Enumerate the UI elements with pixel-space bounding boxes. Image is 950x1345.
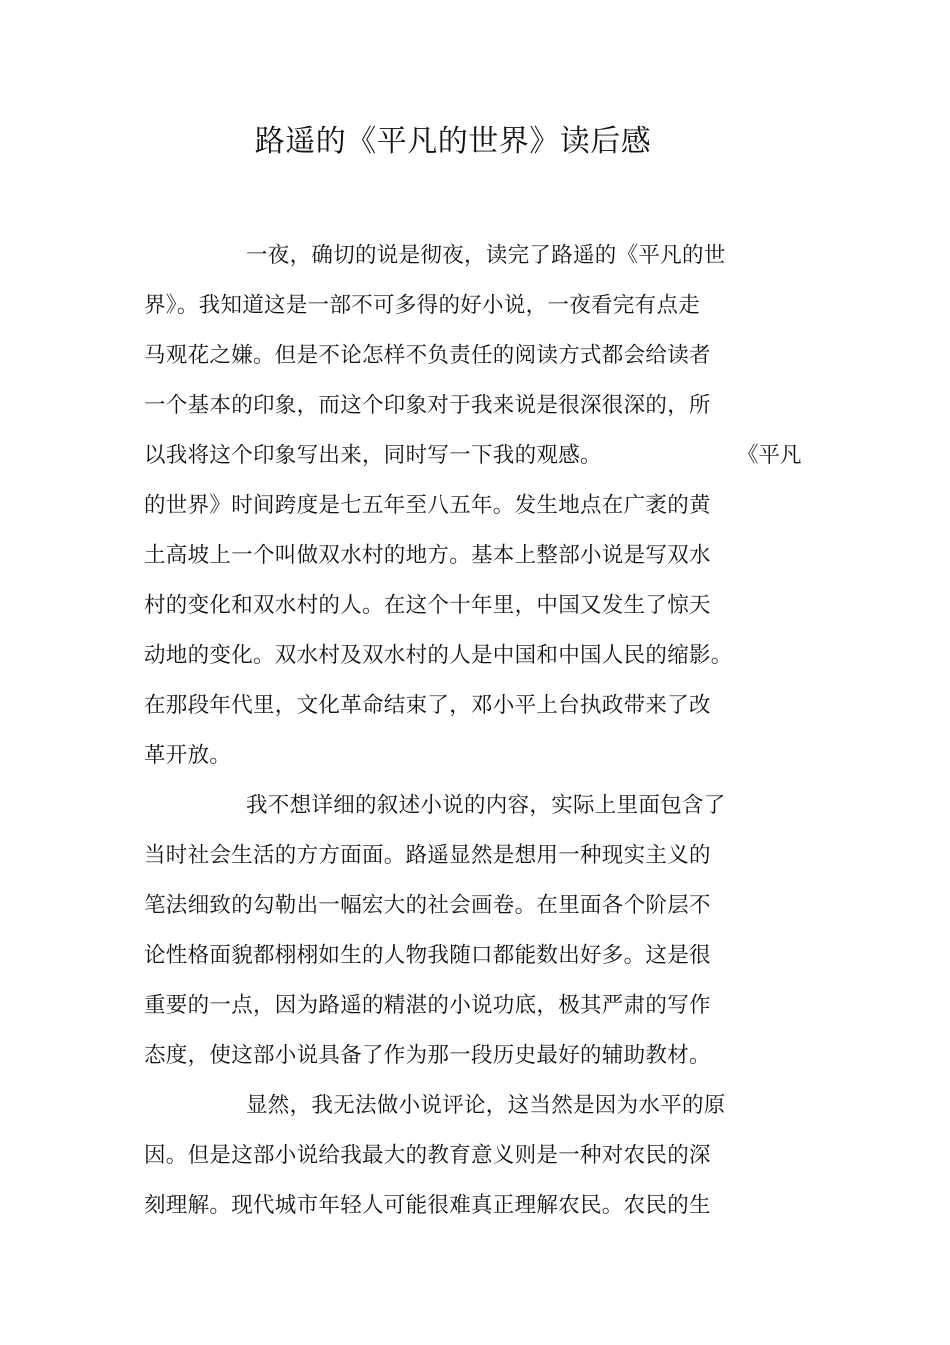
paragraph-line: 马观花之嫌。但是不论怎样不负责任的阅读方式都会给读者 bbox=[144, 343, 711, 368]
paragraph-line: 以我将这个印象写出来，同时写一下我的观感。 bbox=[144, 443, 602, 468]
paragraph-line: 因。但是这部小说给我最大的教育意义则是一种对农民的深 bbox=[144, 1143, 711, 1168]
paragraph-line: 论性格面貌都栩栩如生的人物我随口都能数出好多。这是很 bbox=[144, 943, 711, 968]
paragraph-line: 一夜，确切的说是彻夜，读完了路遥的《平凡的世 bbox=[246, 243, 726, 268]
paragraph-line: 笔法细致的勾勒出一幅宏大的社会画卷。在里面各个阶层不 bbox=[144, 893, 711, 918]
paragraph-line: 显然，我无法做小说评论，这当然是因为水平的原 bbox=[246, 1093, 726, 1118]
paragraph-line: 我不想详细的叙述小说的内容，实际上里面包含了 bbox=[246, 793, 726, 818]
paragraph-line: 在那段年代里，文化革命结束了，邓小平上台执政带来了改 bbox=[144, 693, 711, 718]
paragraph-line: 刻理解。现代城市年轻人可能很难真正理解农民。农民的生 bbox=[144, 1193, 711, 1218]
inline-fragment: 《平凡 bbox=[737, 443, 802, 468]
paragraph-line: 动地的变化。双水村及双水村的人是中国和中国人民的缩影。 bbox=[144, 643, 733, 668]
paragraph-line: 的世界》时间跨度是七五年至八五年。发生地点在广袤的黄 bbox=[144, 493, 711, 518]
paragraph-line: 土高坡上一个叫做双水村的地方。基本上整部小说是写双水 bbox=[144, 543, 711, 568]
document-title: 路遥的《平凡的世界》读后感 bbox=[254, 124, 652, 159]
paragraph-line: 重要的一点，因为路遥的精湛的小说功底，极其严肃的写作 bbox=[144, 993, 711, 1018]
paragraph-line: 界》。我知道这是一部不可多得的好小说，一夜看完有点走 bbox=[144, 293, 701, 318]
paragraph-line: 一个基本的印象，而这个印象对于我来说是很深很深的，所 bbox=[144, 393, 711, 418]
paragraph-line: 当时社会生活的方方面面。路遥显然是想用一种现实主义的 bbox=[144, 843, 711, 868]
paragraph-line: 态度，使这部小说具备了作为那一段历史最好的辅助教材。 bbox=[144, 1043, 711, 1068]
paragraph-line: 村的变化和双水村的人。在这个十年里，中国又发生了惊天 bbox=[144, 593, 711, 618]
paragraph-line: 革开放。 bbox=[144, 743, 232, 768]
